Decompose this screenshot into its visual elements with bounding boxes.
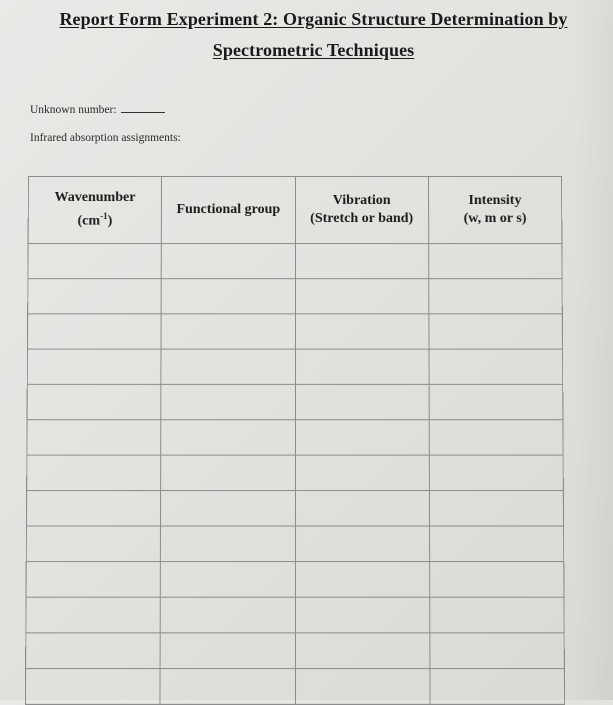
table-cell[interactable] bbox=[26, 562, 161, 598]
title-line-1: Report Form Experiment 2: Organic Structure Determination by bbox=[59, 9, 568, 29]
table-cell[interactable] bbox=[295, 455, 429, 490]
table-cell[interactable] bbox=[25, 669, 160, 705]
table-cell[interactable] bbox=[161, 314, 295, 349]
table-cell[interactable] bbox=[295, 384, 429, 419]
table-cell[interactable] bbox=[429, 597, 564, 633]
table-cell[interactable] bbox=[161, 526, 295, 562]
ir-table-container bbox=[25, 176, 565, 681]
table-row bbox=[26, 633, 565, 669]
table-cell[interactable] bbox=[429, 420, 563, 455]
table-cell[interactable] bbox=[295, 314, 429, 349]
table-cell[interactable] bbox=[26, 491, 160, 526]
table-cell[interactable] bbox=[27, 384, 161, 419]
table-row bbox=[26, 597, 564, 633]
table-row bbox=[28, 279, 563, 314]
header-intensity bbox=[428, 176, 562, 243]
table-cell[interactable] bbox=[429, 279, 563, 314]
table-cell[interactable] bbox=[161, 244, 295, 279]
ir-assignments-table bbox=[25, 176, 565, 705]
unknown-number-blank[interactable] bbox=[121, 102, 165, 113]
table-row bbox=[27, 314, 562, 349]
table-cell[interactable] bbox=[27, 420, 161, 455]
table-row bbox=[26, 562, 564, 598]
table-row bbox=[28, 244, 562, 279]
title-line-2: Spectrometric Techniques bbox=[212, 40, 415, 60]
table-cell[interactable] bbox=[27, 349, 161, 384]
table-cell[interactable] bbox=[295, 279, 429, 314]
table-cell[interactable] bbox=[295, 349, 429, 384]
table-cell[interactable] bbox=[295, 669, 430, 705]
table-cell[interactable] bbox=[161, 420, 295, 455]
header-vibration-line1: Vibration bbox=[332, 193, 391, 209]
table-cell[interactable] bbox=[295, 526, 429, 562]
table-cell[interactable] bbox=[160, 669, 295, 705]
table-cell[interactable] bbox=[161, 349, 295, 384]
table-cell[interactable] bbox=[430, 669, 565, 705]
header-intensity-line1: Intensity bbox=[468, 193, 522, 209]
table-row bbox=[27, 384, 563, 419]
header-functional-group bbox=[162, 176, 295, 243]
table-cell[interactable] bbox=[161, 384, 295, 419]
header-wavenumber-line1: Wavenumber bbox=[54, 190, 136, 206]
document-title bbox=[0, 4, 613, 66]
table-cell[interactable] bbox=[26, 526, 160, 562]
header-wavenumber bbox=[28, 176, 162, 243]
ir-assignments-heading bbox=[30, 132, 181, 144]
table-cell[interactable] bbox=[429, 491, 563, 526]
table-cell[interactable] bbox=[429, 349, 563, 384]
table-row bbox=[27, 455, 564, 490]
header-wavenumber-sup: -1 bbox=[100, 211, 108, 222]
table-cell[interactable] bbox=[28, 244, 162, 279]
table-body bbox=[25, 244, 564, 705]
header-vibration bbox=[295, 176, 428, 243]
table-cell[interactable] bbox=[26, 633, 161, 669]
table-row bbox=[27, 420, 563, 455]
table-cell[interactable] bbox=[161, 279, 295, 314]
table-cell[interactable] bbox=[295, 562, 429, 598]
table-cell[interactable] bbox=[429, 562, 564, 598]
header-intensity-line2: (w, m or s) bbox=[463, 211, 527, 227]
table-cell[interactable] bbox=[295, 420, 429, 455]
table-cell[interactable] bbox=[160, 597, 295, 633]
table-cell[interactable] bbox=[429, 526, 563, 562]
header-functional-group-label: Functional group bbox=[176, 202, 281, 218]
table-cell[interactable] bbox=[429, 314, 563, 349]
header-wavenumber-unit: (cm bbox=[77, 213, 101, 229]
table-cell[interactable] bbox=[295, 244, 429, 279]
header-wavenumber-unit-end: ) bbox=[107, 213, 113, 229]
table-cell[interactable] bbox=[295, 597, 430, 633]
unknown-number-field bbox=[30, 102, 165, 116]
table-cell[interactable] bbox=[429, 384, 563, 419]
table-cell[interactable] bbox=[161, 491, 295, 526]
table-cell[interactable] bbox=[160, 633, 295, 669]
table-cell[interactable] bbox=[26, 597, 161, 633]
table-cell[interactable] bbox=[295, 633, 430, 669]
table-header-row bbox=[28, 176, 562, 243]
table-cell[interactable] bbox=[295, 491, 429, 526]
unknown-number-label: Unknown number: bbox=[30, 104, 117, 116]
table-cell[interactable] bbox=[161, 562, 295, 598]
header-vibration-line2: (Stretch or band) bbox=[310, 211, 414, 227]
table-cell[interactable] bbox=[429, 455, 563, 490]
table-cell[interactable] bbox=[27, 314, 161, 349]
table-cell[interactable] bbox=[428, 244, 562, 279]
ir-assignments-label: Infrared absorption assignments: bbox=[30, 132, 181, 144]
table-cell[interactable] bbox=[430, 633, 565, 669]
table-row bbox=[26, 491, 563, 526]
table-row bbox=[27, 349, 562, 384]
table-row bbox=[25, 669, 564, 705]
table-cell[interactable] bbox=[28, 279, 162, 314]
table-cell[interactable] bbox=[27, 455, 161, 490]
table-cell[interactable] bbox=[161, 455, 295, 490]
page-shadow bbox=[573, 0, 613, 700]
table-row bbox=[26, 526, 563, 562]
